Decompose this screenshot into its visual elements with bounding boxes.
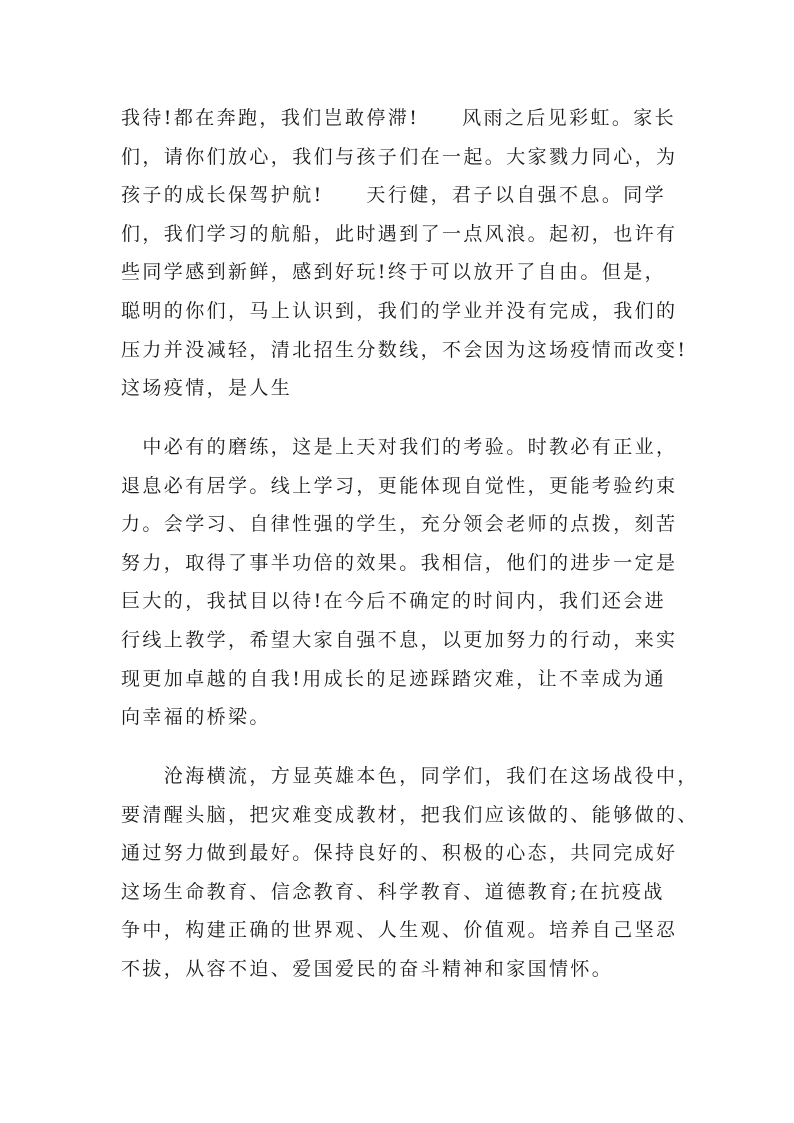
text-line: 巨大的，我拭目以待!在今后不确定的时间内，我们还会进 [121,590,667,613]
text-line: 压力并没减轻，清北招生分数线，不会因为这场疫情而改变! [121,338,688,361]
text-line: 力。会学习、自律性强的学生，充分领会老师的点拨，刻苦 [121,513,678,536]
text-line: 聪明的你们，马上认识到，我们的学业并没有完成，我们的 [121,299,678,322]
text-line: 中必有的磨练，这是上天对我们的考验。时教必有正业， [121,436,678,458]
text-line: 这场生命教育、信念教育、科学教育、道德教育;在抗疫战 [121,880,665,903]
text-line: 要清醒头脑，把灾难变成教材，把我们应该做的、能够做的、 [121,803,699,826]
text-line: 向幸福的桥梁。 [121,706,271,729]
text-line: 通过努力做到最好。保持良好的、积极的心态，共同完成好 [121,842,678,865]
text-line: 现更加卓越的自我!用成长的足迹踩踏灾难，让不幸成为通 [121,667,667,690]
text-line: 这场疫情，是人生 [121,377,293,400]
text-line: 争中，构建正确的世界观、人生观、价值观。培养自己坚忍 [121,919,678,942]
text-line: 些同学感到新鲜，感到好玩!终于可以放开了自由。但是， [121,261,667,284]
text-line: 努力，取得了事半功倍的效果。我相信，他们的进步一定是 [121,551,678,574]
paragraph-2 [121,428,681,737]
text-line: 不拔，从容不迫、爱国爱民的奋斗精神和家国情怀。 [121,957,614,980]
text-line: 们，我们学习的航船，此时遇到了一点风浪。起初，也许有 [121,222,678,245]
text-line: 行线上教学，希望大家自强不息，以更加努力的行动，来实 [121,628,678,651]
paragraph-1 [121,99,688,408]
text-line: 们，请你们放心，我们与孩子们在一起。大家戮力同心，为 [121,145,678,168]
text-line: 沧海横流，方显英雄本色，同学们，我们在这场战役中， [121,765,699,787]
text-line: 退息必有居学。线上学习，更能体现自觉性，更能考验约束 [121,474,678,497]
text-line: 孩子的成长保驾护航! 天行健，君子以自强不息。同学 [121,184,667,207]
paragraph-3 [121,757,699,989]
text-line: 我待!都在奔跑，我们岂敢停滞! 风雨之后见彩虹。家长 [121,107,677,129]
